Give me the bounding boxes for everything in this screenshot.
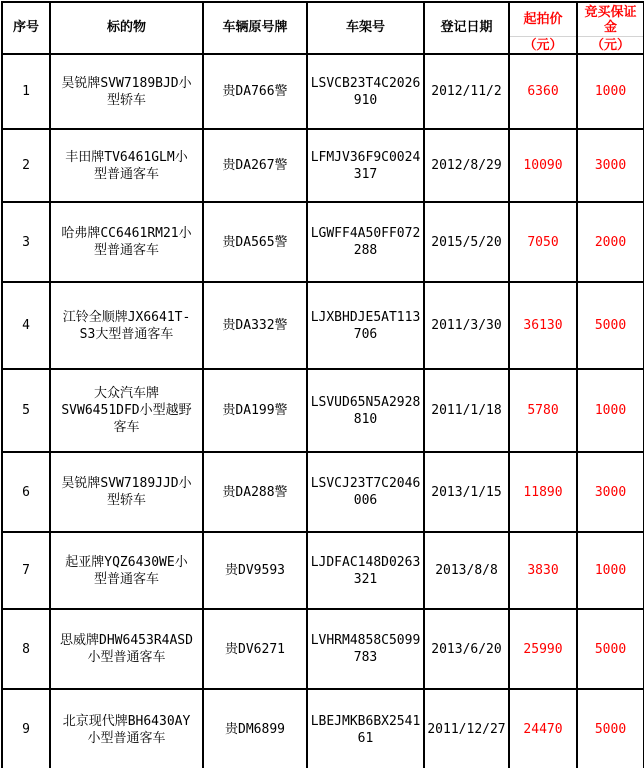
cell-deposit: 5000: [577, 689, 644, 768]
cell-plate: 贵DA288警: [203, 452, 307, 532]
col-header-deposit: [577, 2, 644, 54]
cell-deposit: 3000: [577, 129, 644, 202]
cell-item: 大众汽车牌SVW6451DFD小型越野客车: [50, 369, 203, 452]
cell-serial: 7: [2, 532, 50, 609]
cell-vin: LSVCJ23T7C2046006: [307, 452, 424, 532]
cell-item: 昊锐牌SVW7189BJD小型轿车: [50, 54, 203, 129]
header-row: [2, 2, 644, 54]
cell-date: 2013/1/15: [424, 452, 509, 532]
cell-date: 2015/5/20: [424, 202, 509, 282]
cell-item: 哈弗牌CC6461RM21小型普通客车: [50, 202, 203, 282]
cell-serial: 2: [2, 129, 50, 202]
cell-plate: 贵DA565警: [203, 202, 307, 282]
cell-date: 2013/8/8: [424, 532, 509, 609]
cell-plate: 贵DV6271: [203, 609, 307, 689]
table-row: [2, 202, 644, 282]
col-header-plate: 车辆原号牌: [203, 2, 307, 54]
cell-item: 丰田牌TV6461GLM小型普通客车: [50, 129, 203, 202]
col-header-price: [509, 2, 577, 54]
cell-vin: LGWFF4A50FF072288: [307, 202, 424, 282]
cell-price: 10090: [509, 129, 577, 202]
cell-deposit: 1000: [577, 54, 644, 129]
col-header-item: 标的物: [50, 2, 203, 54]
cell-price: 7050: [509, 202, 577, 282]
table-row: [2, 369, 644, 452]
cell-plate: 贵DV9593: [203, 532, 307, 609]
table-row: [2, 54, 644, 129]
price-header-split: [510, 3, 576, 53]
table-row: [2, 129, 644, 202]
cell-serial: 1: [2, 54, 50, 129]
cell-item: 思威牌DHW6453R4ASD小型普通客车: [50, 609, 203, 689]
cell-date: 2011/12/27: [424, 689, 509, 768]
cell-item: 昊锐牌SVW7189JJD小型轿车: [50, 452, 203, 532]
cell-item: 北京现代牌BH6430AY小型普通客车: [50, 689, 203, 768]
cell-price: 3830: [509, 532, 577, 609]
table-row: [2, 452, 644, 532]
cell-date: 2011/1/18: [424, 369, 509, 452]
table-row: [2, 282, 644, 369]
deposit-header-split: [578, 3, 643, 53]
cell-price: 36130: [509, 282, 577, 369]
table-body: [2, 54, 644, 768]
cell-vin: LJDFAC148D0263321: [307, 532, 424, 609]
cell-deposit: 5000: [577, 609, 644, 689]
cell-price: 5780: [509, 369, 577, 452]
cell-price: 6360: [509, 54, 577, 129]
cell-deposit: 2000: [577, 202, 644, 282]
table-row: [2, 609, 644, 689]
cell-serial: 9: [2, 689, 50, 768]
table-header: [2, 2, 644, 54]
vehicle-auction-table: [1, 1, 644, 768]
cell-serial: 8: [2, 609, 50, 689]
price-header-label: 起拍价: [510, 3, 576, 37]
cell-serial: 4: [2, 282, 50, 369]
cell-deposit: 5000: [577, 282, 644, 369]
cell-serial: 5: [2, 369, 50, 452]
table-row: [2, 689, 644, 768]
cell-deposit: 1000: [577, 532, 644, 609]
table-row: [2, 532, 644, 609]
deposit-header-label: 竞买保证金: [578, 3, 643, 37]
cell-serial: 3: [2, 202, 50, 282]
col-header-date: 登记日期: [424, 2, 509, 54]
cell-vin: LVHRM4858C5099783: [307, 609, 424, 689]
cell-date: 2012/8/29: [424, 129, 509, 202]
deposit-header-unit: （元）: [590, 37, 630, 53]
cell-vin: LSVUD65N5A2928810: [307, 369, 424, 452]
col-header-serial: 序号: [2, 2, 50, 54]
cell-price: 24470: [509, 689, 577, 768]
cell-price: 25990: [509, 609, 577, 689]
col-header-vin: 车架号: [307, 2, 424, 54]
cell-vin: LJXBHDJE5AT113706: [307, 282, 424, 369]
cell-vin: LBEJMKB6BX254161: [307, 689, 424, 768]
cell-date: 2012/11/2: [424, 54, 509, 129]
cell-deposit: 1000: [577, 369, 644, 452]
cell-serial: 6: [2, 452, 50, 532]
cell-price: 11890: [509, 452, 577, 532]
cell-plate: 贵DA267警: [203, 129, 307, 202]
cell-date: 2013/6/20: [424, 609, 509, 689]
cell-plate: 贵DA766警: [203, 54, 307, 129]
cell-vin: LFMJV36F9C0024317: [307, 129, 424, 202]
cell-item: 起亚牌YQZ6430WE小型普通客车: [50, 532, 203, 609]
cell-deposit: 3000: [577, 452, 644, 532]
cell-vin: LSVCB23T4C2026910: [307, 54, 424, 129]
cell-plate: 贵DA199警: [203, 369, 307, 452]
cell-plate: 贵DA332警: [203, 282, 307, 369]
cell-plate: 贵DM6899: [203, 689, 307, 768]
cell-date: 2011/3/30: [424, 282, 509, 369]
price-header-unit: （元）: [523, 37, 563, 53]
cell-item: 江铃全顺牌JX6641T-S3大型普通客车: [50, 282, 203, 369]
